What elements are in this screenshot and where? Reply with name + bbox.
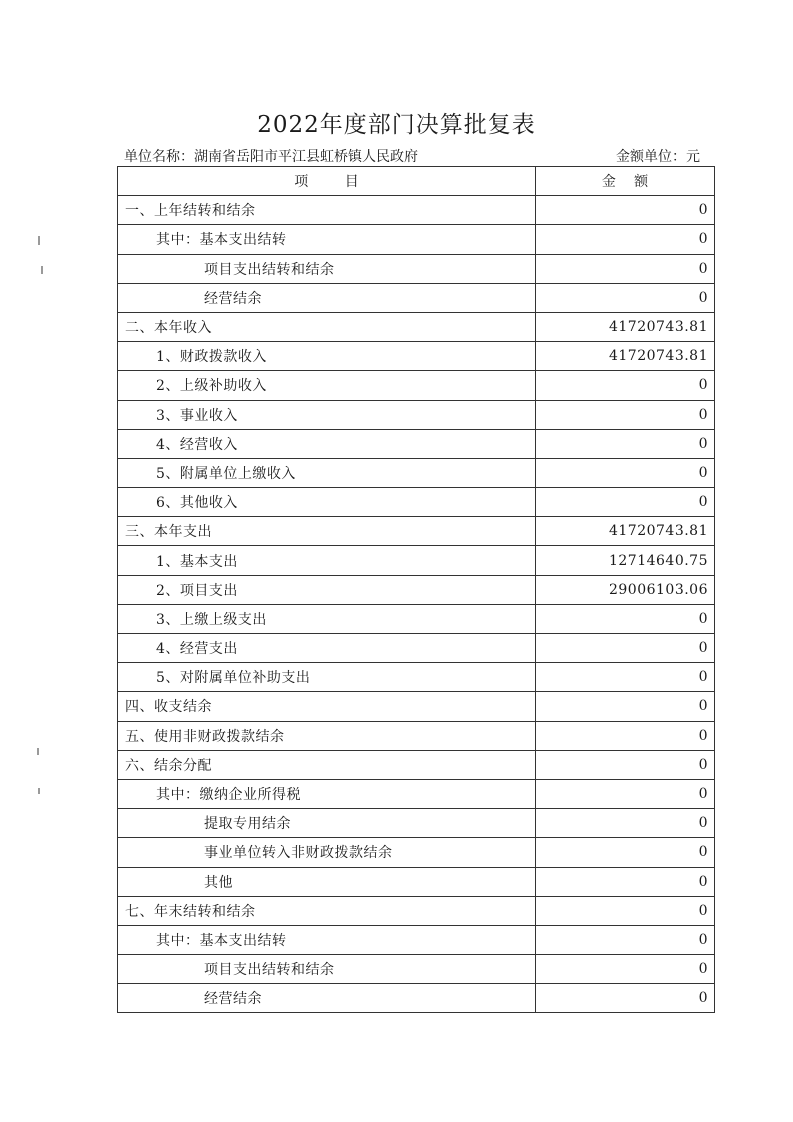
row-label: 项目支出结转和结余 bbox=[118, 254, 536, 283]
row-amount: 0 bbox=[536, 984, 715, 1013]
row-amount: 0 bbox=[536, 371, 715, 400]
row-amount: 0 bbox=[536, 604, 715, 633]
header-amount-char-2: 额 bbox=[634, 174, 649, 191]
row-amount: 41720743.81 bbox=[536, 517, 715, 546]
row-amount: 0 bbox=[536, 692, 715, 721]
row-label: 经营结余 bbox=[118, 283, 536, 312]
row-amount: 0 bbox=[536, 254, 715, 283]
table-row bbox=[118, 896, 715, 925]
row-label: 其中：基本支出结转 bbox=[118, 225, 536, 254]
table-row bbox=[118, 955, 715, 984]
header-item-char-1: 项 bbox=[294, 174, 309, 191]
row-amount: 0 bbox=[536, 721, 715, 750]
row-label: 其中：缴纳企业所得税 bbox=[118, 779, 536, 808]
amount-unit: 金额单位：元 bbox=[616, 149, 700, 165]
table-row bbox=[118, 458, 715, 487]
row-label: 项目支出结转和结余 bbox=[118, 955, 536, 984]
table-row bbox=[118, 809, 715, 838]
table-row bbox=[118, 488, 715, 517]
scan-mark bbox=[38, 788, 40, 794]
row-label: 5、附属单位上缴收入 bbox=[118, 458, 536, 487]
scan-mark bbox=[38, 236, 40, 245]
row-amount: 12714640.75 bbox=[536, 546, 715, 575]
table-row bbox=[118, 838, 715, 867]
row-label: 六、结余分配 bbox=[118, 750, 536, 779]
row-amount: 0 bbox=[536, 779, 715, 808]
table-row bbox=[118, 779, 715, 808]
table-row bbox=[118, 604, 715, 633]
row-label: 3、上缴上级支出 bbox=[118, 604, 536, 633]
table-row bbox=[118, 517, 715, 546]
header-amount-char-1: 金 bbox=[601, 174, 616, 191]
table-row bbox=[118, 254, 715, 283]
row-label: 4、经营支出 bbox=[118, 634, 536, 663]
table-row bbox=[118, 867, 715, 896]
row-label: 4、经营收入 bbox=[118, 429, 536, 458]
row-label: 其中：基本支出结转 bbox=[118, 925, 536, 954]
header-amount bbox=[536, 167, 715, 196]
table-body bbox=[118, 196, 715, 1013]
row-amount: 0 bbox=[536, 488, 715, 517]
row-amount: 0 bbox=[536, 283, 715, 312]
row-amount: 29006103.06 bbox=[536, 575, 715, 604]
table-row bbox=[118, 721, 715, 750]
row-amount: 0 bbox=[536, 400, 715, 429]
table-row bbox=[118, 692, 715, 721]
row-label: 2、上级补助收入 bbox=[118, 371, 536, 400]
row-amount: 0 bbox=[536, 225, 715, 254]
table-row bbox=[118, 663, 715, 692]
row-amount: 0 bbox=[536, 896, 715, 925]
row-amount: 0 bbox=[536, 634, 715, 663]
row-label: 1、基本支出 bbox=[118, 546, 536, 575]
table-row bbox=[118, 312, 715, 341]
table-row bbox=[118, 575, 715, 604]
row-amount: 0 bbox=[536, 809, 715, 838]
row-label: 二、本年收入 bbox=[118, 312, 536, 341]
header-item bbox=[118, 167, 536, 196]
row-amount: 0 bbox=[536, 196, 715, 225]
row-label: 提取专用结余 bbox=[118, 809, 536, 838]
table-row bbox=[118, 196, 715, 225]
table-row bbox=[118, 342, 715, 371]
table-row bbox=[118, 634, 715, 663]
row-label: 七、年末结转和结余 bbox=[118, 896, 536, 925]
row-label: 3、事业收入 bbox=[118, 400, 536, 429]
table-row bbox=[118, 283, 715, 312]
table-header-row bbox=[118, 167, 715, 196]
row-amount: 0 bbox=[536, 429, 715, 458]
scan-mark bbox=[37, 748, 39, 755]
table-row bbox=[118, 371, 715, 400]
table-row bbox=[118, 400, 715, 429]
row-label: 一、上年结转和结余 bbox=[118, 196, 536, 225]
table-row bbox=[118, 925, 715, 954]
row-amount: 0 bbox=[536, 925, 715, 954]
table-row bbox=[118, 546, 715, 575]
row-label: 1、财政拨款收入 bbox=[118, 342, 536, 371]
row-amount: 0 bbox=[536, 867, 715, 896]
row-amount: 41720743.81 bbox=[536, 342, 715, 371]
row-label: 经营结余 bbox=[118, 984, 536, 1013]
row-amount: 0 bbox=[536, 750, 715, 779]
row-label: 5、对附属单位补助支出 bbox=[118, 663, 536, 692]
table-row bbox=[118, 429, 715, 458]
row-label: 2、项目支出 bbox=[118, 575, 536, 604]
row-label: 事业单位转入非财政拨款结余 bbox=[118, 838, 536, 867]
document-title: 2022年度部门决算批复表 bbox=[257, 112, 536, 138]
scan-mark bbox=[41, 266, 43, 274]
header-item-char-2: 目 bbox=[344, 174, 359, 191]
unit-name: 单位名称：湖南省岳阳市平江县虹桥镇人民政府 bbox=[124, 149, 418, 165]
row-label: 其他 bbox=[118, 867, 536, 896]
table-row bbox=[118, 225, 715, 254]
row-amount: 0 bbox=[536, 955, 715, 984]
row-amount: 0 bbox=[536, 663, 715, 692]
table-row bbox=[118, 984, 715, 1013]
approval-table bbox=[117, 166, 715, 1013]
row-amount: 0 bbox=[536, 458, 715, 487]
row-label: 6、其他收入 bbox=[118, 488, 536, 517]
row-label: 三、本年支出 bbox=[118, 517, 536, 546]
table-row bbox=[118, 750, 715, 779]
row-label: 五、使用非财政拨款结余 bbox=[118, 721, 536, 750]
row-amount: 0 bbox=[536, 838, 715, 867]
row-label: 四、收支结余 bbox=[118, 692, 536, 721]
row-amount: 41720743.81 bbox=[536, 312, 715, 341]
